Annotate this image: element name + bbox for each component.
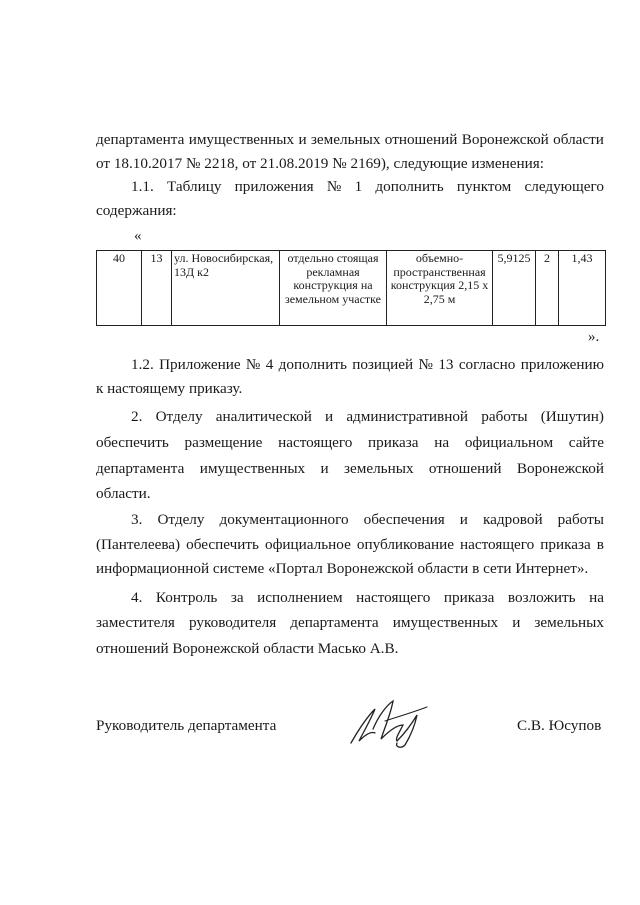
word: № (245, 356, 261, 373)
word: Приложение (159, 356, 241, 373)
cell-kind: объемно-пространственная конструкция 2,15 х 2,75 м (387, 251, 493, 326)
word: и (459, 511, 468, 528)
close-quote: ». (588, 329, 600, 345)
word: департамента (96, 131, 185, 148)
word: Таблицу (167, 178, 222, 195)
word: официальном (464, 434, 554, 451)
p12-line-2: к настоящему приказу. (96, 380, 243, 397)
word: кадровой (482, 511, 543, 528)
word: настоящего (278, 434, 353, 451)
table-row (97, 251, 606, 326)
word: размещение (184, 434, 263, 451)
word: имущественных (188, 131, 295, 148)
word: приказа (443, 589, 495, 606)
word: на (434, 434, 450, 451)
p2-line-1 (131, 408, 604, 426)
word: № (418, 356, 433, 373)
word: Контроль (155, 589, 218, 606)
word: исполнением (257, 589, 343, 606)
word: департамента (290, 614, 379, 631)
word: 4. (131, 589, 143, 606)
p4-line-3: отношений Воронежской области Масько А.В. (96, 640, 399, 657)
word: и (320, 460, 329, 477)
cell-sub: 13 (142, 251, 172, 326)
word: в (596, 536, 604, 553)
word: (Ишутин) (540, 408, 604, 425)
cell-type: отдельно стоящая рекламная конструкция на земельном участке (280, 251, 387, 326)
p2-line-3 (96, 460, 604, 478)
word: 4 (265, 356, 274, 373)
p2-line-4: области. (96, 485, 151, 502)
cell-address: ул. Новосибирская, 13Д к2 (172, 251, 280, 326)
word: возложить (507, 589, 576, 606)
word: позицией (352, 356, 414, 373)
handwritten-signature (345, 695, 435, 750)
word: аналитической (215, 408, 312, 425)
word: 1 (354, 178, 363, 195)
word: заместителя (96, 614, 175, 631)
intro-line-2: от 18.10.2017 № 2218, от 21.08.2019 № 2169), следующие изменения: (96, 155, 544, 172)
p4-line-2 (96, 614, 604, 632)
word: и (325, 408, 334, 425)
word: земельных (310, 131, 381, 148)
word: имущественных (199, 460, 306, 477)
p4-line-1 (131, 589, 604, 607)
word: Воронежской (461, 131, 549, 148)
word: опубликование (356, 536, 454, 553)
p2-line-2 (96, 434, 604, 452)
word: отношений (428, 460, 502, 477)
word: 3. (131, 511, 143, 528)
insert-table (96, 250, 606, 326)
word: на (589, 589, 604, 606)
p3-line-1 (131, 511, 604, 529)
p3-line-2 (96, 536, 604, 554)
word: имущественных (392, 614, 499, 631)
word: (Пантелеева) (96, 536, 181, 553)
cell-coef: 1,43 (559, 251, 606, 326)
word: земельных (534, 614, 604, 631)
p11-line-2: содержания: (96, 202, 177, 219)
cell-num: 40 (97, 251, 142, 326)
word: департамента (96, 460, 185, 477)
signature-position: Руководитель департамента (96, 717, 277, 734)
cell-sides: 2 (536, 251, 559, 326)
word: 1.2. (131, 356, 154, 373)
word: Отделу (157, 511, 205, 528)
word: настоящего (356, 589, 431, 606)
word: Отделу (155, 408, 203, 425)
word: № (326, 178, 342, 195)
word: документационного (219, 511, 349, 528)
word: административной (346, 408, 469, 425)
word: области (553, 131, 604, 148)
word: и (512, 614, 521, 631)
word: 2. (131, 408, 143, 425)
cell-area: 5,9125 (493, 251, 536, 326)
word: обеспечения (363, 511, 445, 528)
signature-name: С.В. Юсупов (517, 717, 602, 734)
word: приказа (540, 536, 591, 553)
p11-line-1 (131, 178, 604, 196)
word: официальное (264, 536, 351, 553)
word: 1.1. (131, 178, 154, 195)
word: настоящего (460, 536, 535, 553)
word: работы (481, 408, 528, 425)
word: Воронежской (516, 460, 604, 477)
word: согласно (458, 356, 516, 373)
word: обеспечить (186, 536, 259, 553)
word: работы (557, 511, 604, 528)
word: дополнить (375, 178, 444, 195)
word: 13 (438, 356, 454, 373)
word: приложения (234, 178, 314, 195)
word: руководителя (189, 614, 277, 631)
word: дополнить (278, 356, 347, 373)
intro-line-1 (96, 131, 604, 149)
word: отношений (384, 131, 458, 148)
word: и (298, 131, 307, 148)
word: за (230, 589, 244, 606)
word: пунктом (456, 178, 512, 195)
word: обеспечить (96, 434, 169, 451)
p12-line-1 (131, 356, 604, 374)
word: сайте (568, 434, 604, 451)
p3-line-3: информационной системе «Портал Воронежской области в сети Интернет». (96, 560, 589, 577)
word: следующего (524, 178, 604, 195)
open-quote: « (134, 228, 142, 244)
word: приказа (368, 434, 419, 451)
word: земельных (344, 460, 414, 477)
word: приложению (520, 356, 604, 373)
